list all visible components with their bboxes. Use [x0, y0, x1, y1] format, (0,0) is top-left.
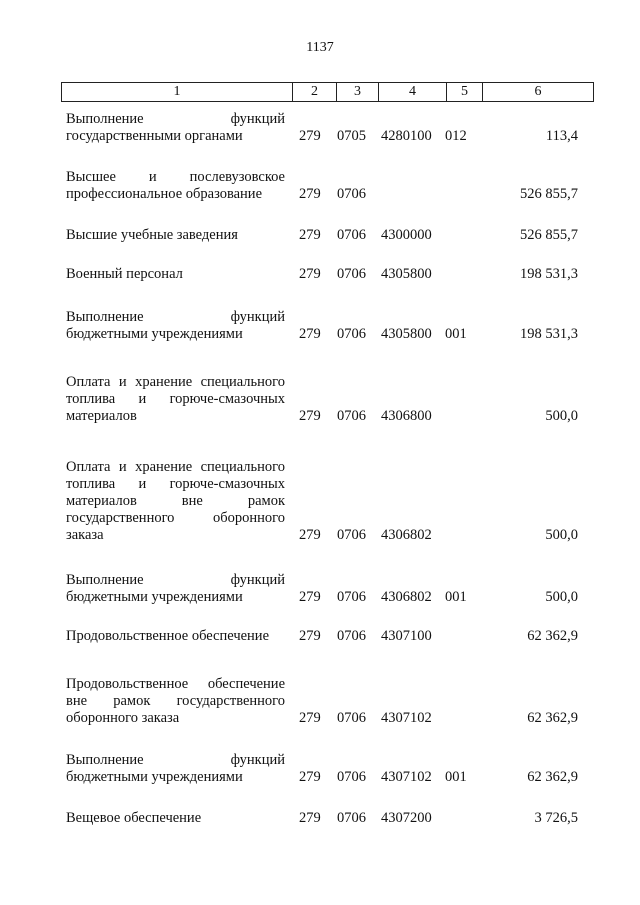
row-code-2: 279 [299, 769, 321, 785]
row-name: Оплата и хранение специального топлива и горюче-смазочных материалов [66, 374, 285, 424]
row-amount: 198 531,3 [520, 326, 578, 342]
table-row [0, 309, 640, 343]
row-amount: 62 362,9 [527, 628, 578, 644]
row-code-3: 0706 [337, 326, 366, 342]
row-code-5: 012 [445, 128, 467, 144]
row-code-2: 279 [299, 710, 321, 726]
row-code-4: 4307102 [381, 710, 432, 726]
row-code-4: 4305800 [381, 326, 432, 342]
table-row [0, 628, 640, 645]
header-col-2: 2 [293, 83, 337, 102]
row-code-2: 279 [299, 810, 321, 826]
table-row [0, 676, 640, 727]
row-code-2: 279 [299, 227, 321, 243]
row-amount: 62 362,9 [527, 710, 578, 726]
row-code-3: 0706 [337, 628, 366, 644]
row-code-2: 279 [299, 628, 321, 644]
row-code-2: 279 [299, 408, 321, 424]
row-name: Продовольственное обеспечение [66, 628, 269, 644]
row-amount: 500,0 [545, 408, 578, 424]
row-code-4: 4280100 [381, 128, 432, 144]
row-code-3: 0706 [337, 527, 366, 543]
row-name: Выполнение функций государственными органами [66, 111, 285, 144]
page-number: 1137 [306, 40, 334, 55]
row-name: Выполнение функций бюджетными учреждениями [66, 309, 285, 342]
row-name: Выполнение функций бюджетными учреждениями [66, 752, 285, 785]
row-name: Выполнение функций бюджетными учреждениями [66, 572, 285, 605]
row-code-3: 0706 [337, 589, 366, 605]
row-code-4: 4306802 [381, 589, 432, 605]
row-code-3: 0706 [337, 186, 366, 202]
header-col-1: 1 [62, 83, 293, 102]
row-amount: 526 855,7 [520, 227, 578, 243]
table-row [0, 169, 640, 203]
row-code-2: 279 [299, 128, 321, 144]
row-code-3: 0706 [337, 810, 366, 826]
row-code-4: 4307100 [381, 628, 432, 644]
table-row [0, 572, 640, 606]
row-amount: 62 362,9 [527, 769, 578, 785]
row-amount: 500,0 [545, 527, 578, 543]
row-name: Оплата и хранение специального топлива и горюче-смазочных материалов вне рамок государственного оборонного заказа [66, 459, 285, 543]
row-code-4: 4307200 [381, 810, 432, 826]
header-col-5: 5 [447, 83, 483, 102]
table-row [0, 111, 640, 145]
row-name: Вещевое обеспечение [66, 810, 202, 826]
row-code-5: 001 [445, 589, 467, 605]
table-row [0, 374, 640, 425]
row-amount: 526 855,7 [520, 186, 578, 202]
row-code-2: 279 [299, 326, 321, 342]
row-code-4: 4300000 [381, 227, 432, 243]
row-code-3: 0706 [337, 227, 366, 243]
row-name: Высшие учебные заведения [66, 227, 238, 243]
row-amount: 3 726,5 [534, 810, 578, 826]
row-code-4: 4307102 [381, 769, 432, 785]
row-code-3: 0706 [337, 266, 366, 282]
row-amount: 113,4 [545, 128, 578, 144]
row-name: Продовольственное обеспечение вне рамок государственного оборонного заказа [66, 676, 285, 726]
table-row [0, 266, 640, 283]
row-code-4: 4306802 [381, 527, 432, 543]
row-code-4: 4305800 [381, 266, 432, 282]
row-code-2: 279 [299, 589, 321, 605]
row-code-3: 0705 [337, 128, 366, 144]
table-header [61, 82, 594, 102]
row-name: Военный персонал [66, 266, 183, 282]
row-amount: 198 531,3 [520, 266, 578, 282]
row-code-4: 4306800 [381, 408, 432, 424]
row-code-3: 0706 [337, 769, 366, 785]
header-col-4: 4 [379, 83, 447, 102]
row-code-2: 279 [299, 527, 321, 543]
row-code-3: 0706 [337, 710, 366, 726]
row-code-2: 279 [299, 186, 321, 202]
table-row [0, 227, 640, 244]
row-code-3: 0706 [337, 408, 366, 424]
table-row [0, 810, 640, 827]
table-row [0, 459, 640, 544]
table-row [0, 752, 640, 786]
header-col-3: 3 [337, 83, 379, 102]
row-code-5: 001 [445, 326, 467, 342]
row-code-2: 279 [299, 266, 321, 282]
header-col-6: 6 [483, 83, 594, 102]
row-name: Высшее и послевузовское профессиональное образование [66, 169, 285, 202]
row-code-5: 001 [445, 769, 467, 785]
row-amount: 500,0 [545, 589, 578, 605]
